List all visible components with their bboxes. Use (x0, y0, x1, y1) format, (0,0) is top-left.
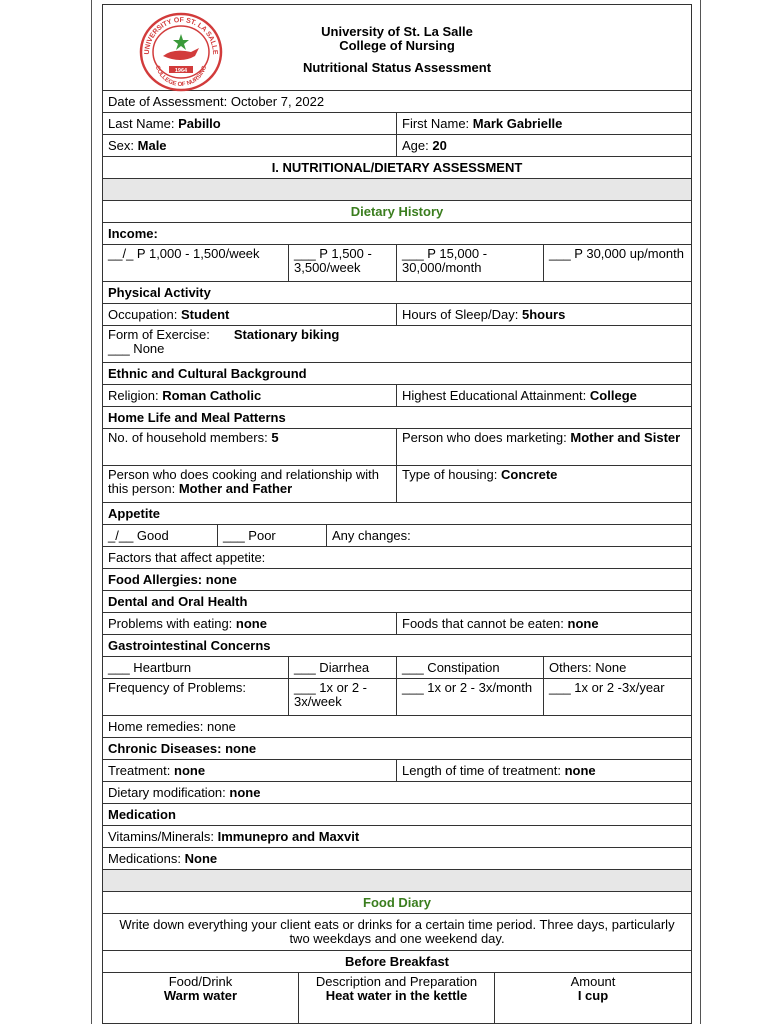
section-title: I. NUTRITIONAL/DIETARY ASSESSMENT (271, 159, 523, 175)
before-breakfast-label: Before Breakfast (344, 953, 450, 969)
chronic-diseases-field[interactable]: Chronic Diseases: none (108, 740, 257, 756)
assessment-form (102, 4, 692, 1024)
name-row (103, 113, 691, 135)
meds-row (103, 848, 691, 870)
svg-text:UNIVERSITY OF ST. LA SALLE: UNIVERSITY OF ST. LA SALLE (143, 16, 219, 55)
occupation-row (103, 304, 691, 326)
treatment-field[interactable]: Treatment: none (103, 760, 397, 781)
chronic-row (103, 738, 691, 760)
frequency-option[interactable]: ___ 1x or 2 - 3x/month (397, 679, 544, 715)
appetite-options-row (103, 525, 691, 547)
gi-frequency-row (103, 679, 691, 716)
gi-others-field[interactable]: Others: None (549, 659, 627, 675)
medication-label: Medication (108, 806, 176, 822)
home-life-label: Home Life and Meal Patterns (108, 409, 286, 425)
food-allergies-field[interactable]: Food Allergies: none (108, 571, 237, 587)
form-title: Nutritional Status Assessment (302, 60, 492, 75)
eating-problems-field[interactable]: Problems with eating: none (103, 613, 397, 634)
physical-activity-label: Physical Activity (108, 284, 211, 300)
divider-row (103, 870, 691, 892)
last-name-field[interactable]: Last Name: Pabillo (103, 113, 397, 134)
exercise-field[interactable]: Form of Exercise: Stationary biking ___ None (108, 327, 340, 356)
home-remedies-field[interactable]: Home remedies: none (108, 718, 236, 734)
food-diary-instructions: Write down everything your client eats or drinks for a certain time period. Three days, particularly two weekdays and one weekend day. (119, 917, 675, 946)
home-life-row (103, 407, 691, 429)
housing-field[interactable]: Type of housing: Concrete (402, 467, 558, 482)
instructions-row (103, 914, 691, 951)
medications-field[interactable]: Medications: None (108, 850, 218, 866)
section-title-row (103, 157, 691, 179)
household-row (103, 429, 691, 466)
appetite-changes-field[interactable]: Any changes: (332, 527, 411, 543)
income-option[interactable]: ___ P 1,500 - 3,500/week (289, 245, 397, 281)
vitamins-row (103, 826, 691, 848)
foods-cannot-eat-field[interactable]: Foods that cannot be eaten: none (402, 615, 599, 631)
dietary-history-title: Dietary History (350, 203, 444, 219)
page-edge-left (91, 0, 92, 1024)
sex-age-row (103, 135, 691, 157)
before-breakfast-row (103, 951, 691, 973)
gi-row (103, 635, 691, 657)
food-diary-title: Food Diary (363, 894, 431, 910)
ethnic-label: Ethnic and Cultural Background (108, 365, 307, 381)
frequency-label: Frequency of Problems: (103, 679, 289, 715)
food-diary-row (103, 892, 691, 914)
appetite-poor-option[interactable]: ___ Poor (218, 525, 327, 546)
sleep-field[interactable]: Hours of Sleep/Day: 5hours (402, 306, 566, 322)
gi-heartburn-option[interactable]: ___ Heartburn (103, 657, 289, 678)
religion-row (103, 385, 691, 407)
dental-details-row (103, 613, 691, 635)
age-field[interactable]: Age: 20 (402, 137, 447, 153)
medication-row (103, 804, 691, 826)
frequency-option[interactable]: ___ 1x or 2 - 3x/week (289, 679, 397, 715)
income-label-row (103, 223, 691, 245)
food-drink-column[interactable]: Food/Drink Warm water (103, 973, 299, 1023)
frequency-option[interactable]: ___ 1x or 2 -3x/year (549, 680, 665, 695)
appetite-factors-row (103, 547, 691, 569)
appetite-good-option[interactable]: _/__ Good (103, 525, 218, 546)
college-name: College of Nursing (339, 38, 455, 53)
first-name-field[interactable]: First Name: Mark Gabrielle (402, 115, 563, 131)
education-field[interactable]: Highest Educational Attainment: College (402, 387, 637, 403)
gi-diarrhea-option[interactable]: ___ Diarrhea (289, 657, 397, 678)
form-header (103, 5, 691, 91)
dietary-history-row (103, 201, 691, 223)
income-option[interactable]: ___ P 30,000 up/month (549, 246, 684, 261)
sex-field[interactable]: Sex: Male (103, 135, 397, 156)
ethnic-row (103, 363, 691, 385)
vitamins-field[interactable]: Vitamins/Minerals: Immunepro and Maxvit (108, 828, 360, 844)
date-of-assessment[interactable]: Date of Assessment: October 7, 2022 (108, 93, 325, 109)
treatment-row (103, 760, 691, 782)
svg-text:1964: 1964 (174, 68, 188, 74)
page-edge-right (700, 0, 701, 1024)
occupation-field[interactable]: Occupation: Student (103, 304, 397, 325)
university-name: University of St. La Salle (321, 24, 473, 39)
dietary-modification-field[interactable]: Dietary modification: none (108, 784, 261, 800)
appetite-label: Appetite (108, 505, 160, 521)
gi-constipation-option[interactable]: ___ Constipation (397, 657, 544, 678)
appetite-row (103, 503, 691, 525)
gi-options-row (103, 657, 691, 679)
appetite-factors-field[interactable]: Factors that affect appetite: (108, 549, 266, 565)
income-option[interactable]: __/_ P 1,000 - 1,500/week (103, 245, 289, 281)
physical-activity-row (103, 282, 691, 304)
religion-field[interactable]: Religion: Roman Catholic (103, 385, 397, 406)
amount-column[interactable]: Amount I cup (570, 974, 616, 1003)
marketing-field[interactable]: Person who does marketing: Mother and Sister (402, 430, 681, 445)
cooking-row (103, 466, 691, 503)
treatment-length-field[interactable]: Length of time of treatment: none (402, 762, 596, 778)
divider-row (103, 179, 691, 201)
gi-label: Gastrointestinal Concerns (108, 637, 271, 653)
dental-row (103, 591, 691, 613)
income-label: Income: (108, 225, 158, 241)
food-diary-entry-row (103, 973, 691, 1023)
remedies-row (103, 716, 691, 738)
income-options-row (103, 245, 691, 282)
dental-label: Dental and Oral Health (108, 593, 248, 609)
svg-text:COLLEGE OF NURSING: COLLEGE OF NURSING (153, 64, 209, 89)
allergies-row (103, 569, 691, 591)
income-option[interactable]: ___ P 15,000 - 30,000/month (397, 245, 544, 281)
cooking-field[interactable]: Person who does cooking and relationship with this person: Mother and Father (103, 466, 397, 502)
date-row (103, 91, 691, 113)
description-column[interactable]: Description and Preparation Heat water in the kettle (299, 973, 495, 1023)
exercise-row (103, 326, 691, 363)
diet-mod-row (103, 782, 691, 804)
household-field[interactable]: No. of household members: 5 (103, 429, 397, 465)
